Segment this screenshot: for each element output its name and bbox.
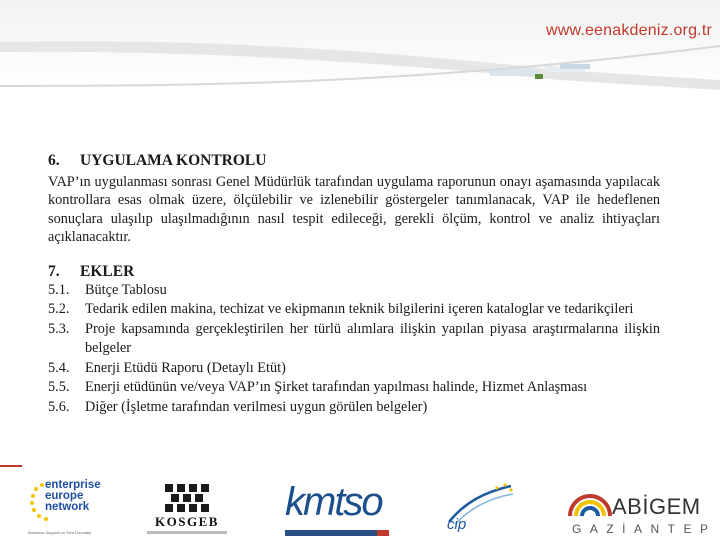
- abigem-sub-label: GAZİANTEP: [572, 522, 717, 536]
- appendix-list: [48, 281, 660, 418]
- kmtso-label: kmtso: [285, 480, 382, 524]
- list-item: [48, 378, 660, 398]
- list-item: [48, 281, 660, 301]
- een-tagline: Business Support on Your Doorstep: [28, 530, 92, 535]
- item-text: Enerji Etüdü Raporu (Detaylı Etüt): [85, 359, 286, 376]
- list-item: [48, 300, 660, 320]
- item-number: 5.6.: [48, 398, 70, 415]
- section-7-heading: [48, 263, 660, 281]
- item-text: Enerji etüdünün ve/veya VAP’ın Şirket tarafından yapılması halinde, Hizmet Anlaşması: [85, 379, 588, 396]
- kmtso-bar: [285, 530, 389, 536]
- item-number: 5.5.: [48, 379, 70, 396]
- kosgeb-emblem-icon: [165, 484, 209, 512]
- section-6-title: UYGULAMA KONTROLU: [80, 152, 267, 169]
- kmtso-bar-accent: [377, 530, 389, 536]
- abigem-arc-icon: [568, 488, 612, 518]
- abigem-label: ABİGEM: [612, 494, 701, 519]
- section-7-number: 7.: [48, 262, 60, 280]
- list-item: [48, 320, 660, 359]
- item-number: 5.1.: [48, 281, 70, 298]
- kosgeb-label: KOSGEB: [155, 514, 219, 529]
- kosgeb-logo: [143, 484, 231, 536]
- footer-logos: [0, 478, 720, 540]
- section-6-paragraph: VAP’ın uygulanması sonrası Genel Müdürlük tarafından uygulama raporunun onayı aşamasında yapılacak kontrollara esas olmak üzere, ölçülebilir ve izlenebilir göstergeler tanımlanacak, VAP ile hedeflenen sonuçlara ulaşılıp ulaşılmadığının nasıl tespit edileceği, gerekli ölçüm, kontrol ve analiz ihtiyaçları açıklanacaktır.: [48, 174, 660, 246]
- abigem-logo: [566, 488, 716, 538]
- list-item: [48, 398, 660, 418]
- een-line1: enterprise: [45, 479, 101, 491]
- item-text: Diğer (İşletme tarafından verilmesi uygun görülen belgeler): [85, 398, 428, 415]
- een-line3: network: [45, 501, 90, 513]
- accent-divider: [0, 465, 22, 467]
- document-body: [48, 152, 660, 417]
- item-number: 5.4.: [48, 359, 70, 376]
- kmtso-logo: [283, 480, 393, 538]
- item-text: Proje kapsamında gerçekleştirilen her türlü alımlara ilişkin yapılan piyasa araştırmalarına ilişkin belgeler: [85, 320, 660, 357]
- section-6-heading: [48, 152, 660, 170]
- item-number: 5.2.: [48, 301, 70, 318]
- cip-label: cip: [447, 516, 467, 533]
- een-logo: [28, 478, 128, 538]
- cip-logo: [445, 482, 525, 538]
- item-number: 5.3.: [48, 320, 70, 337]
- een-line2: europe: [45, 490, 84, 502]
- header-decoration: [0, 0, 720, 92]
- item-text: Bütçe Tablosu: [85, 281, 167, 298]
- website-url: www.eenakdeniz.org.tr: [545, 22, 712, 39]
- item-text: Tedarik edilen makina, techizat ve ekipmanın teknik bilgilerini içeren kataloglar ve tedarikçileri: [85, 301, 634, 318]
- list-item: [48, 359, 660, 379]
- kosgeb-subline: [147, 531, 227, 534]
- section-7-title: EKLER: [80, 262, 135, 280]
- section-6-number: 6.: [48, 152, 60, 169]
